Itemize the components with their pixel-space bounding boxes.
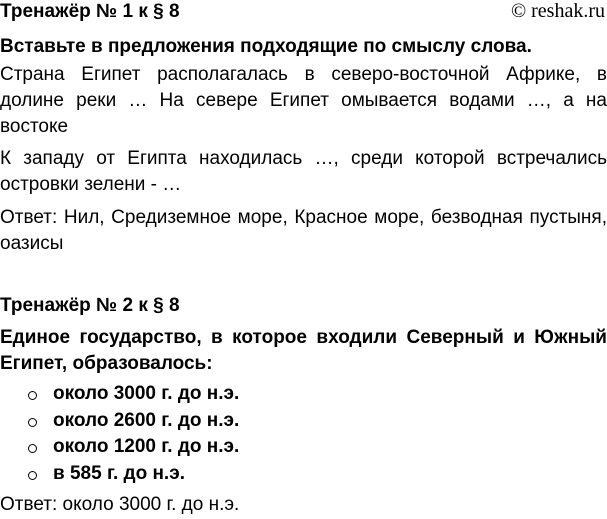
task1-answer: Ответ: Нил, Средиземное море, Красное море, безводная пустыня, оазисы — [0, 207, 607, 254]
answer-option-label: около 1200 г. до н.э. — [53, 436, 240, 457]
answer-option-label: в 585 г. до н.э. — [53, 462, 185, 484]
task1-paragraph-1: Страна Египет располагалась в северо-восточной Африке, в долине реки … На севере Египет омывается водами …, а на востоке — [0, 64, 607, 137]
task2-question: Единое государство, в которое входили Северный и Южный Египет, образовалось: — [0, 327, 607, 374]
task1-instruction: Вставьте в предложения подходящие по смыслу слова. — [0, 36, 532, 57]
radio-circle-icon[interactable] — [28, 391, 37, 400]
answer-option-label: около 2600 г. до н.э. — [53, 409, 240, 431]
site-watermark: © reshak.ru — [510, 0, 605, 22]
radio-circle-icon[interactable] — [28, 471, 37, 480]
radio-circle-icon[interactable] — [28, 444, 37, 453]
answer-option-label: около 3000 г. до н.э. — [53, 383, 240, 404]
task2-title: Тренажёр № 2 к § 8 — [0, 295, 180, 316]
task2-answer: Ответ: около 3000 г. до н.э. — [0, 494, 240, 515]
task1-paragraph-2: К западу от Египта находилась …, среди которой встречались островки зелени - … — [0, 148, 607, 195]
task1-title: Тренажёр № 1 к § 8 — [0, 1, 180, 22]
radio-circle-icon[interactable] — [28, 418, 37, 427]
